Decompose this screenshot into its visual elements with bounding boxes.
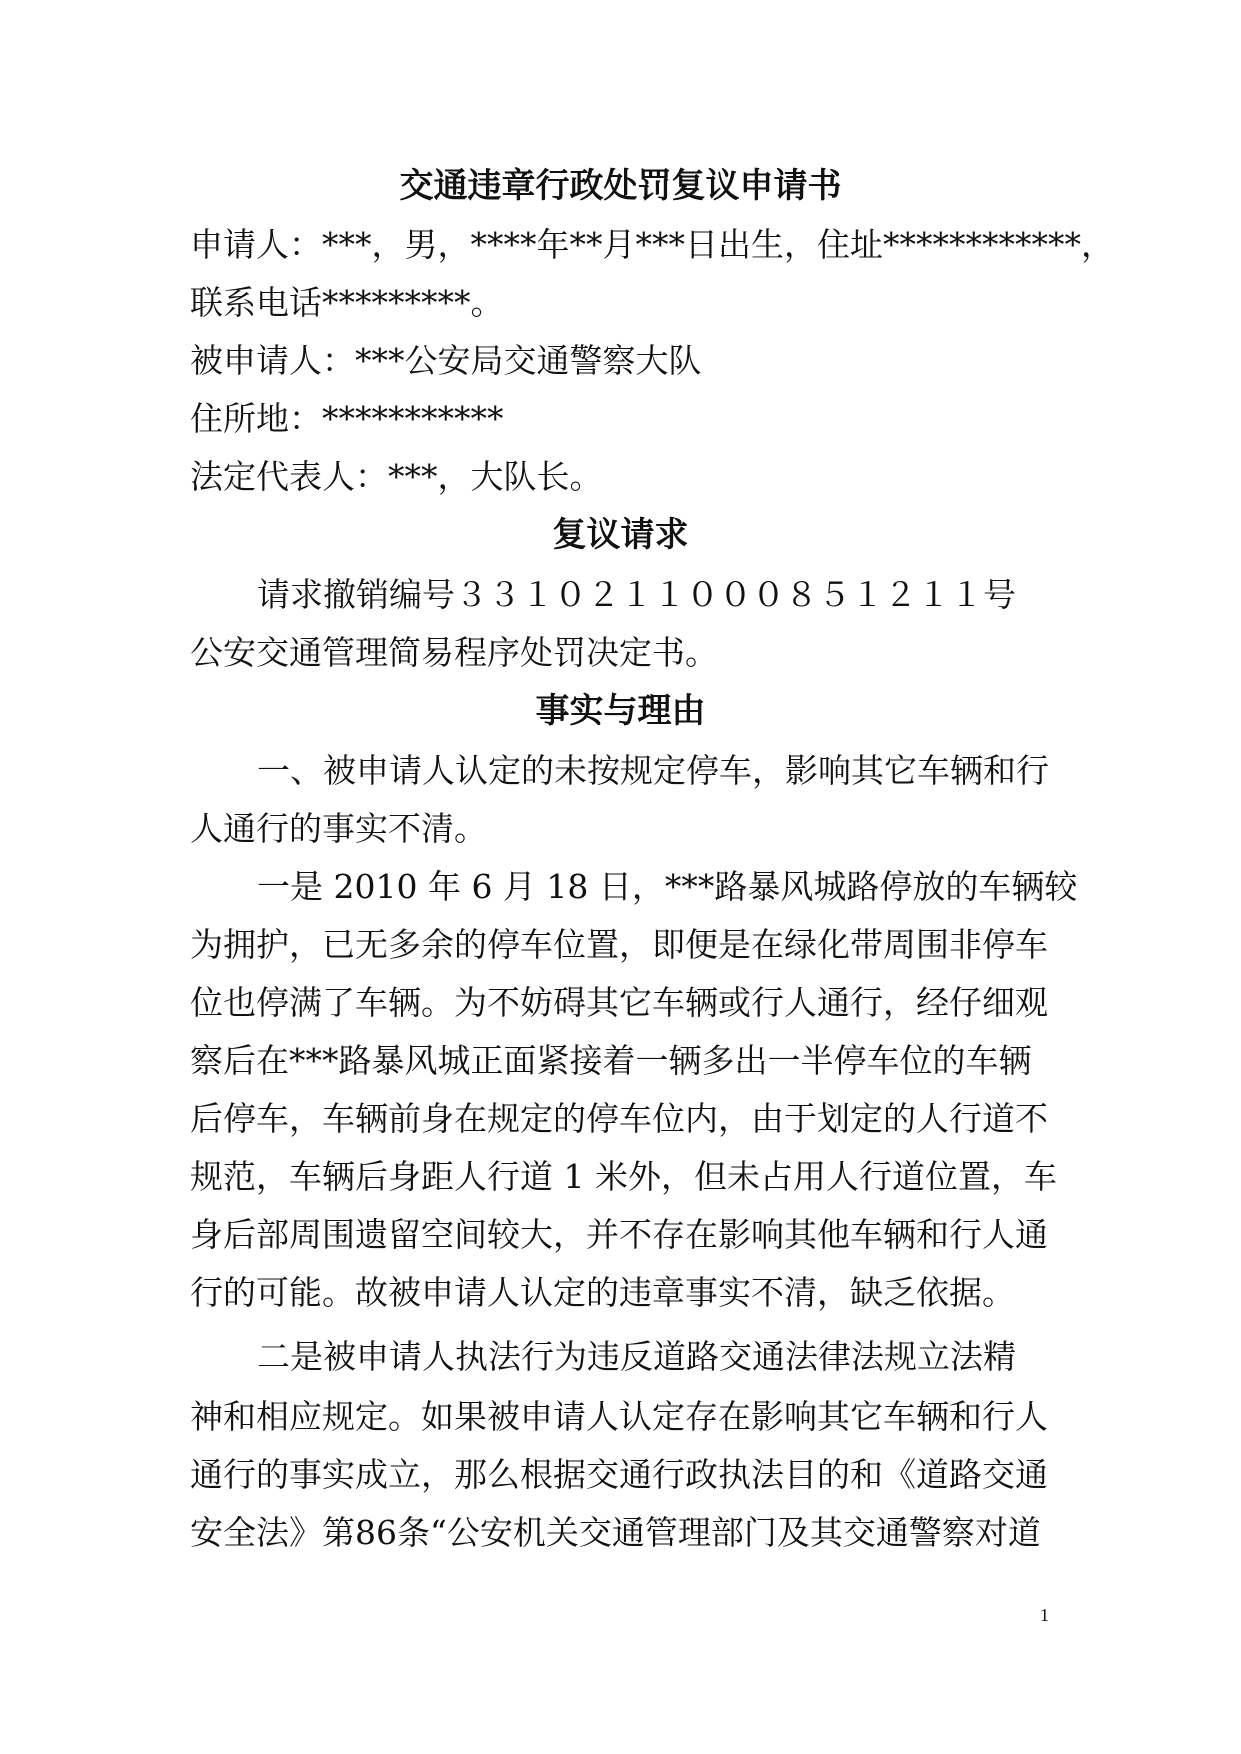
facts-line: 一是 2010 年 6 月 18 日，***路暴风城路停放的车辆较 <box>257 867 1078 906</box>
facts-line: 通行的事实成立，那么根据交通行政执法目的和《道路交通 <box>190 1455 1048 1494</box>
facts-line: 神和相应规定。如果被申请人认定存在影响其它车辆和行人 <box>190 1397 1048 1436</box>
respondent-address-line: 住所地：*********** <box>190 399 504 438</box>
facts-line: 二是被申请人执法行为违反道路交通法律法规立法精 <box>257 1337 1016 1376</box>
section-heading-facts: 事实与理由 <box>535 691 706 731</box>
facts-line: 一、被申请人认定的未按规定停车，影响其它车辆和行 <box>257 751 1049 790</box>
applicant-phone-line: 联系电话*********。 <box>190 283 504 322</box>
facts-line: 为拥护，已无多余的停车位置，即便是在绿化带周围非停车 <box>190 925 1048 964</box>
document-title: 交通违章行政处罚复议申请书 <box>399 166 842 206</box>
facts-line: 行的可能。故被申请人认定的违章事实不清，缺乏依据。 <box>190 1273 1015 1312</box>
request-line: 公安交通管理简易程序处罚决定书。 <box>190 633 718 672</box>
respondent-line: 被申请人：***公安局交通警察大队 <box>190 341 702 380</box>
facts-line: 身后部周围遗留空间较大，并不存在影响其他车辆和行人通 <box>190 1215 1048 1254</box>
section-heading-request: 复议请求 <box>552 515 689 555</box>
facts-line: 安全法》第86条“公安机关交通管理部门及其交通警察对道 <box>190 1513 1041 1552</box>
facts-line: 后停车，车辆前身在规定的停车位内，由于划定的人行道不 <box>190 1099 1048 1138</box>
facts-line: 规范，车辆后身距人行道 1 米外，但未占用人行道位置，车 <box>190 1157 1057 1196</box>
facts-line: 位也停满了车辆。为不妨碍其它车辆或行人通行，经仔细观 <box>190 983 1048 1022</box>
request-line: 请求撤销编号３３１０２１１０００８５１２１１号 <box>257 575 1016 614</box>
facts-line: 人通行的事实不清。 <box>190 809 487 848</box>
applicant-line: 申请人：***，男，****年**月***日出生，住址************， <box>190 225 1114 264</box>
legal-representative-line: 法定代表人：***，大队长。 <box>190 457 603 496</box>
facts-line: 察后在***路暴风城正面紧接着一辆多出一半停车位的车辆 <box>190 1041 1032 1080</box>
page-number: 1 <box>1040 1605 1049 1625</box>
